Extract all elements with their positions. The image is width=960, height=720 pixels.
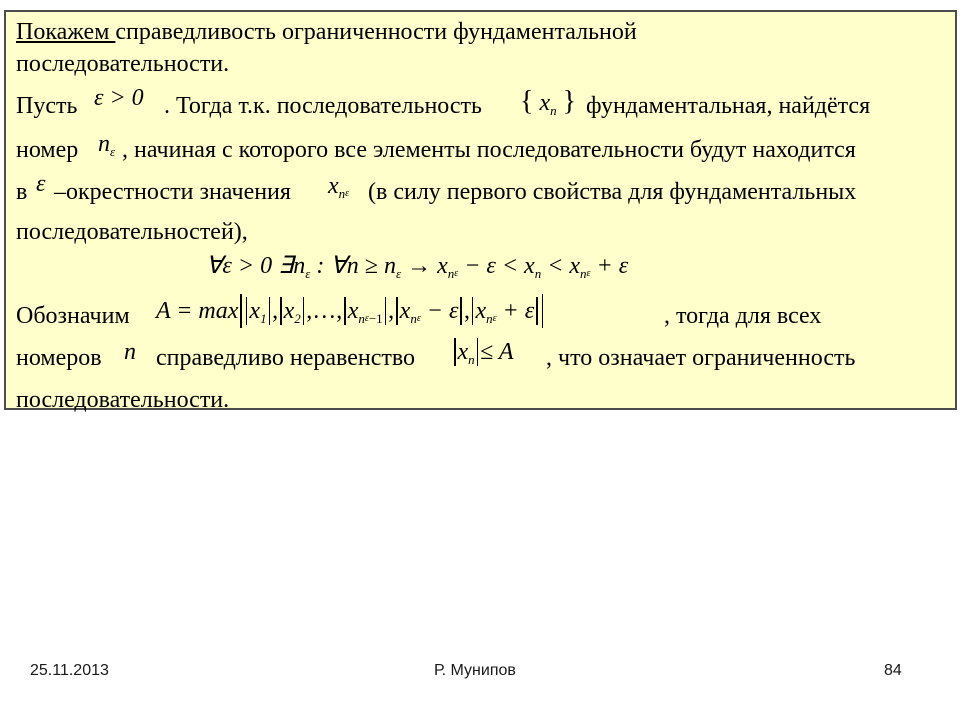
n-var: n [124, 339, 136, 365]
f1-f: + ε [590, 253, 629, 279]
footer-date: 25.11.2013 [30, 662, 109, 679]
n-sub: ε [110, 144, 116, 159]
seq-x: x [539, 90, 551, 116]
eps-symbol: ε > 0 [94, 85, 144, 111]
theorem-box [4, 10, 957, 413]
text-line-7: Обозначим [16, 303, 130, 329]
footer-page-number: 84 [884, 662, 902, 679]
x-subsub: ε [345, 188, 350, 199]
line1-text: справедливость ограниченности фундаментальной [115, 19, 637, 45]
x-symbol: x [328, 173, 339, 199]
f1-d: − ε < x [458, 253, 535, 279]
text-line-7b: , тогда для всех [664, 303, 822, 329]
text-line-8: номеров [16, 345, 102, 371]
sequence-formula: { $x_n$ } [520, 86, 577, 118]
text-line-5: в [16, 179, 28, 205]
text-line-2: последовательности. [16, 51, 230, 77]
seq-sub: n [550, 103, 557, 118]
text-line-3 [16, 92, 77, 120]
text-line-9: последовательности. [16, 387, 230, 413]
text-line-3b: . Тогда т.к. последовательность [164, 93, 482, 119]
line3-start: Пусть [16, 93, 78, 119]
n-eps-formula [98, 130, 115, 166]
max-formula: $A = \max x_1$ , $x_2$ ,…, $x_n\varepsilon_{-1}$ , $x_n\varepsilon - \varepsilon$ , $x_n\varepsilon + \varepsilon$ [156, 294, 545, 333]
bound-inequality: $x_n \le A$ [452, 338, 514, 374]
text-line-1 [16, 18, 637, 46]
f1-c: → x [401, 253, 448, 279]
footer-author: Р. Мунипов [434, 662, 516, 679]
text-line-8c: , что означает ограниченность [546, 345, 856, 371]
text-line-5c: (в силу первого свойства для фундаментальных [368, 179, 857, 205]
text-line-4b: , начиная с которого все элементы последовательности будут находится [122, 137, 856, 163]
epsilon-positive-formula [94, 84, 144, 112]
text-line-4: номер [16, 137, 79, 163]
ineq: ≤ A [480, 339, 514, 365]
n-symbol: n [98, 131, 110, 157]
eps-neighborhood-symbol [36, 170, 45, 198]
x-n-eps-formula [328, 172, 349, 208]
f2-a: A = max [156, 298, 239, 324]
text-line-3c: фундаментальная, найдётся [586, 93, 871, 119]
text-line-5b: –окрестности значения [54, 179, 291, 205]
f1-a: ∀ε > 0 ∃n [206, 253, 306, 279]
f1-e: < x [541, 253, 581, 279]
text-line-6: последовательностей), [16, 219, 248, 245]
text-line-8b: справедливо неравенство [156, 345, 416, 371]
x-sub: n [338, 186, 346, 201]
lead-word: Покажем [16, 19, 116, 45]
f1-b: : ∀n ≥ n [310, 253, 396, 279]
eps-symbol-2: ε [36, 171, 46, 197]
cauchy-formula: ∀ε > 0 $\exists n_\varepsilon$ : ∀n ≥ $n_\varepsilon \to x_n\varepsilon - \varepsilon < x_n < x_n\varepsilon + \varepsilon$ [206, 253, 629, 281]
n-symbol-line8 [124, 338, 136, 366]
